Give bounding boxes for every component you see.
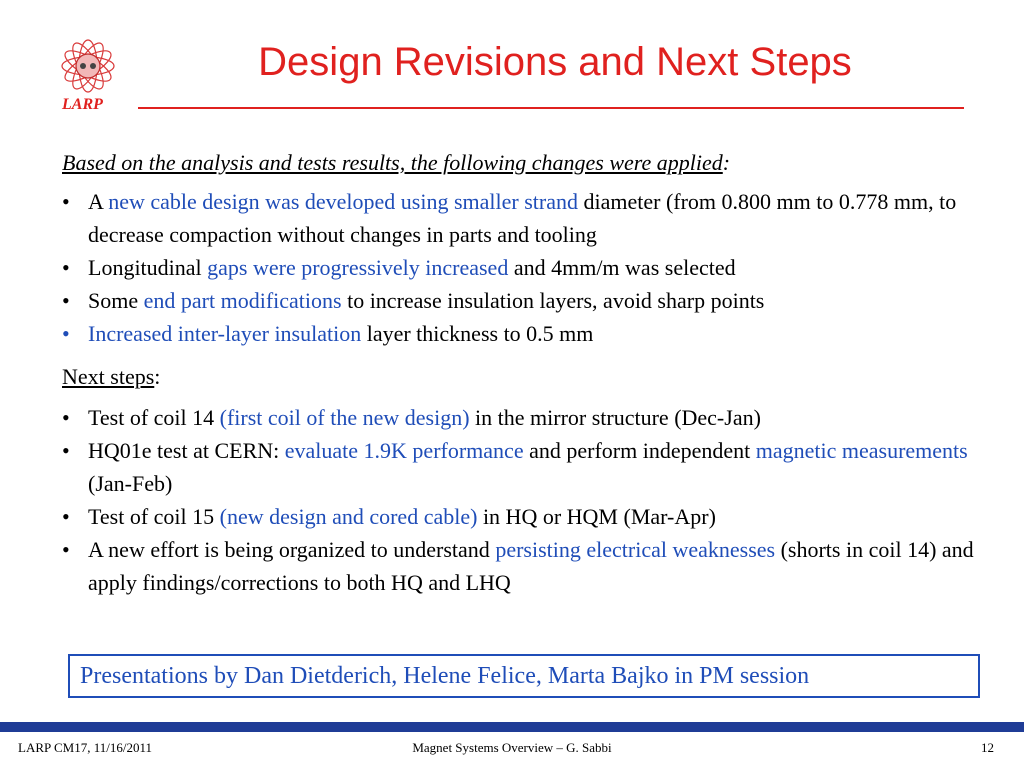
bullet-item bbox=[62, 284, 992, 317]
bullet-icon: • bbox=[62, 288, 70, 313]
highlighted-text: Increased inter-layer insulation bbox=[88, 321, 362, 346]
highlighted-text: evaluate 1.9K performance bbox=[284, 438, 524, 463]
highlighted-text: (first coil of the new design) bbox=[219, 405, 470, 430]
bullet-text: A new effort is being organized to understand bbox=[88, 537, 496, 562]
bullet-text: in HQ or HQM (Mar-Apr) bbox=[477, 504, 716, 529]
bullet-icon: • bbox=[62, 321, 70, 346]
footer-event: LARP CM17, 11/16/2011 bbox=[18, 740, 152, 755]
highlighted-text: magnetic measurements bbox=[755, 438, 968, 463]
bullet-text: to increase insulation layers, avoid sharp points bbox=[341, 288, 765, 313]
bullet-icon: • bbox=[62, 255, 70, 280]
next-steps-label: Next steps bbox=[62, 364, 155, 389]
bullet-item bbox=[62, 434, 992, 500]
next-steps-suffix: : bbox=[154, 364, 161, 389]
bullet-item bbox=[62, 251, 992, 284]
bullet-text: Test of coil 15 bbox=[88, 504, 220, 529]
next-steps-list bbox=[62, 401, 992, 599]
footer-bar bbox=[0, 722, 1024, 732]
bullet-item bbox=[62, 185, 992, 251]
intro-text: Based on the analysis and tests results, the following changes were applied bbox=[62, 150, 723, 175]
title-divider bbox=[138, 107, 964, 109]
bullet-text: (shorts in coil 14) and apply findings/corrections to both HQ and LHQ bbox=[88, 537, 974, 595]
highlighted-text: (new design and cored cable) bbox=[219, 504, 478, 529]
bullet-icon: • bbox=[62, 504, 70, 529]
highlighted-text: gaps were progressively increased bbox=[207, 255, 509, 280]
bullet-icon: • bbox=[62, 438, 70, 463]
bullet-item bbox=[62, 533, 992, 599]
changes-list bbox=[62, 185, 992, 350]
bullet-icon: • bbox=[62, 189, 70, 214]
larp-logo bbox=[58, 36, 118, 120]
bullet-item bbox=[62, 401, 992, 434]
bullet-text: and 4mm/m was selected bbox=[508, 255, 736, 280]
bullet-icon: • bbox=[62, 537, 70, 562]
page-number: 12 bbox=[981, 740, 994, 755]
bullet-text: (Jan-Feb) bbox=[88, 471, 173, 496]
bullet-item bbox=[62, 500, 992, 533]
highlighted-text: end part modifications bbox=[143, 288, 342, 313]
bullet-text: HQ01e test at CERN: bbox=[88, 438, 285, 463]
logo-label: LARP bbox=[62, 96, 103, 113]
intro-suffix: : bbox=[722, 150, 731, 175]
slide-title: Design Revisions and Next Steps bbox=[258, 40, 852, 84]
bullet-text: A bbox=[88, 189, 109, 214]
bullet-text: and perform independent bbox=[523, 438, 756, 463]
bullet-text: Test of coil 14 bbox=[88, 405, 220, 430]
footer-presentation: Magnet Systems Overview – G. Sabbi bbox=[412, 740, 612, 755]
bullet-text: diameter (from 0.800 mm to 0.778 mm, to decrease compaction without changes in parts and tooling bbox=[88, 189, 957, 247]
bullet-text: layer thickness to 0.5 mm bbox=[361, 321, 594, 346]
bullet-text: Some bbox=[88, 288, 144, 313]
bullet-text: in the mirror structure (Dec-Jan) bbox=[469, 405, 761, 430]
intro-line bbox=[62, 146, 992, 179]
bullet-icon: • bbox=[62, 405, 70, 430]
next-steps-heading bbox=[62, 360, 992, 393]
bullet-item bbox=[62, 317, 992, 350]
slide-body bbox=[62, 146, 992, 609]
presentations-callout: Presentations by Dan Dietderich, Helene Felice, Marta Bajko in PM session bbox=[68, 654, 980, 698]
bullet-text: Longitudinal bbox=[88, 255, 208, 280]
highlighted-text: persisting electrical weaknesses bbox=[495, 537, 776, 562]
highlighted-text: new cable design was developed using smaller strand bbox=[108, 189, 578, 214]
